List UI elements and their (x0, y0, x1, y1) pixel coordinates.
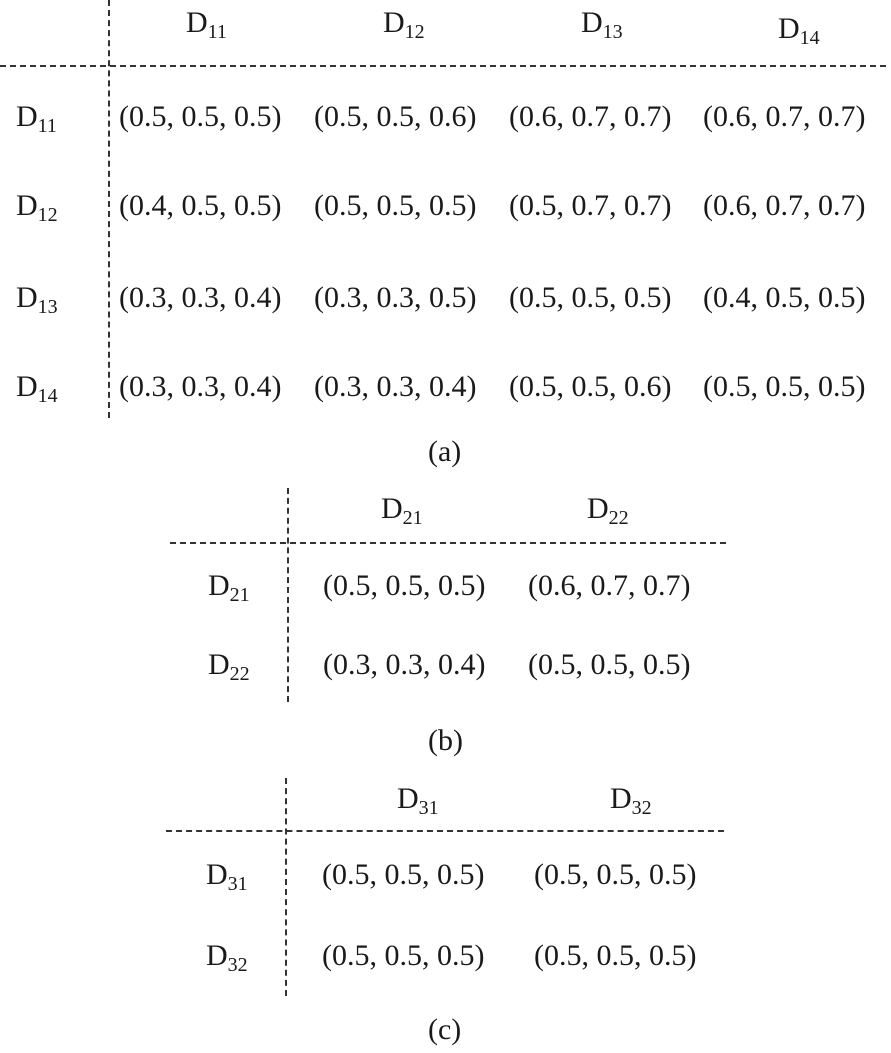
matrix-cell: (0.6, 0.7, 0.7) (528, 569, 691, 602)
table-caption: (a) (428, 435, 462, 468)
matrix-cell: (0.6, 0.7, 0.7) (509, 100, 672, 133)
matrix-cell: (0.5, 0.5, 0.5) (528, 648, 691, 681)
matrix-cell: (0.4, 0.5, 0.5) (703, 281, 866, 314)
table-caption: (b) (428, 724, 463, 757)
row-label: $D_{13}$ (16, 281, 58, 318)
matrix-cell: (0.3, 0.3, 0.4) (119, 370, 282, 403)
row-label: $D_{32}$ (206, 939, 248, 976)
column-header: $D_{21}$ (381, 492, 423, 529)
column-header: $D_{31}$ (397, 782, 439, 819)
header-divider (170, 542, 726, 544)
table-caption: (c) (428, 1013, 462, 1046)
matrix-cell: (0.5, 0.5, 0.5) (322, 858, 485, 891)
matrix-cell: (0.5, 0.5, 0.5) (314, 189, 477, 222)
row-label-divider (285, 778, 287, 996)
matrix-cell: (0.5, 0.5, 0.6) (509, 370, 672, 403)
matrix-cell: (0.5, 0.5, 0.5) (509, 281, 672, 314)
header-divider (166, 830, 724, 832)
column-header: $D_{14}$ (778, 12, 820, 49)
header-divider (0, 65, 886, 67)
column-header: $D_{12}$ (383, 6, 425, 43)
row-label: $D_{21}$ (208, 569, 250, 606)
matrix-cell: (0.5, 0.5, 0.5) (323, 569, 486, 602)
row-label: $D_{31}$ (206, 858, 248, 895)
matrix-cell: (0.6, 0.7, 0.7) (703, 100, 866, 133)
matrix-cell: (0.5, 0.5, 0.5) (322, 939, 485, 972)
row-label: $D_{22}$ (208, 648, 250, 685)
matrix-cell: (0.4, 0.5, 0.5) (119, 189, 282, 222)
row-label-divider (108, 0, 110, 418)
row-label: $D_{14}$ (16, 370, 58, 407)
matrix-cell: (0.5, 0.7, 0.7) (509, 189, 672, 222)
matrix-cell: (0.3, 0.3, 0.4) (119, 281, 282, 314)
matrix-cell: (0.5, 0.5, 0.6) (314, 100, 477, 133)
matrix-cell: (0.5, 0.5, 0.5) (534, 939, 697, 972)
row-label: $D_{12}$ (16, 189, 58, 226)
row-label-divider (287, 488, 289, 702)
matrix-cell: (0.3, 0.3, 0.5) (314, 281, 477, 314)
matrix-cell: (0.5, 0.5, 0.5) (703, 370, 866, 403)
matrix-cell: (0.3, 0.3, 0.4) (323, 648, 486, 681)
row-label: $D_{11}$ (16, 100, 57, 137)
column-header: $D_{11}$ (186, 6, 227, 43)
column-header: $D_{13}$ (581, 6, 623, 43)
matrix-cell: (0.6, 0.7, 0.7) (703, 189, 866, 222)
matrix-cell: (0.5, 0.5, 0.5) (119, 100, 282, 133)
column-header: $D_{32}$ (610, 782, 652, 819)
matrix-cell: (0.5, 0.5, 0.5) (534, 858, 697, 891)
matrix-cell: (0.3, 0.3, 0.4) (314, 370, 477, 403)
column-header: $D_{22}$ (587, 492, 629, 529)
